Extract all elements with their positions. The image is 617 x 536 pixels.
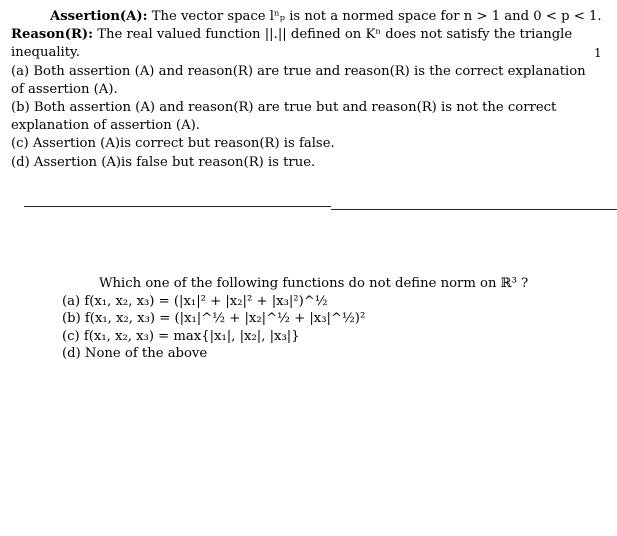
- option-d: (d) Assertion (A)is false but reason(R) is true.: [11, 154, 316, 170]
- question-1: [11, 8, 602, 172]
- reason-label: Reason(R):: [11, 27, 94, 43]
- reason-line: [11, 26, 571, 44]
- marks-label: 1: [594, 46, 602, 60]
- assertion-line: [11, 8, 602, 26]
- reason-continuation: inequality.: [11, 45, 80, 61]
- option-c: (c) f(x₁, x₂, x₃) = max{|x₁|, |x₂|, |x₃|}: [62, 328, 300, 344]
- assertion-text: The vector space lⁿₚ is not a normed space for n > 1 and 0 < p < 1.: [151, 9, 602, 24]
- question-2: [62, 275, 528, 363]
- assertion-label: Assertion(A):: [50, 9, 148, 24]
- option-a-line-2: of assertion (A).: [11, 81, 118, 97]
- option-b-line-2: explanation of assertion (A).: [11, 118, 200, 134]
- option-a: (a) f(x₁, x₂, x₃) = (|x₁|² + |x₂|² + |x₃|²)^½: [62, 293, 328, 309]
- reason-text: The real valued function ||.|| defined on Kⁿ does not satisfy the triangle: [97, 27, 573, 43]
- option-b: (b) f(x₁, x₂, x₃) = (|x₁|^½ + |x₂|^½ + |x₃|^½)²: [62, 311, 366, 326]
- question-text: Which one of the following functions do not define norm on ℝ³ ?: [99, 276, 529, 291]
- option-c: (c) Assertion (A)is correct but reason(R) is false.: [11, 136, 335, 152]
- option-d: (d) None of the above: [62, 346, 208, 361]
- option-a-line-1: (a) Both assertion (A) and reason(R) are true and reason(R) is the correct explanation: [11, 63, 586, 79]
- option-b-line-1: (b) Both assertion (A) and reason(R) are true but and reason(R) is not the correct: [11, 100, 557, 116]
- divider-left: [24, 206, 331, 207]
- divider-right: [331, 209, 617, 210]
